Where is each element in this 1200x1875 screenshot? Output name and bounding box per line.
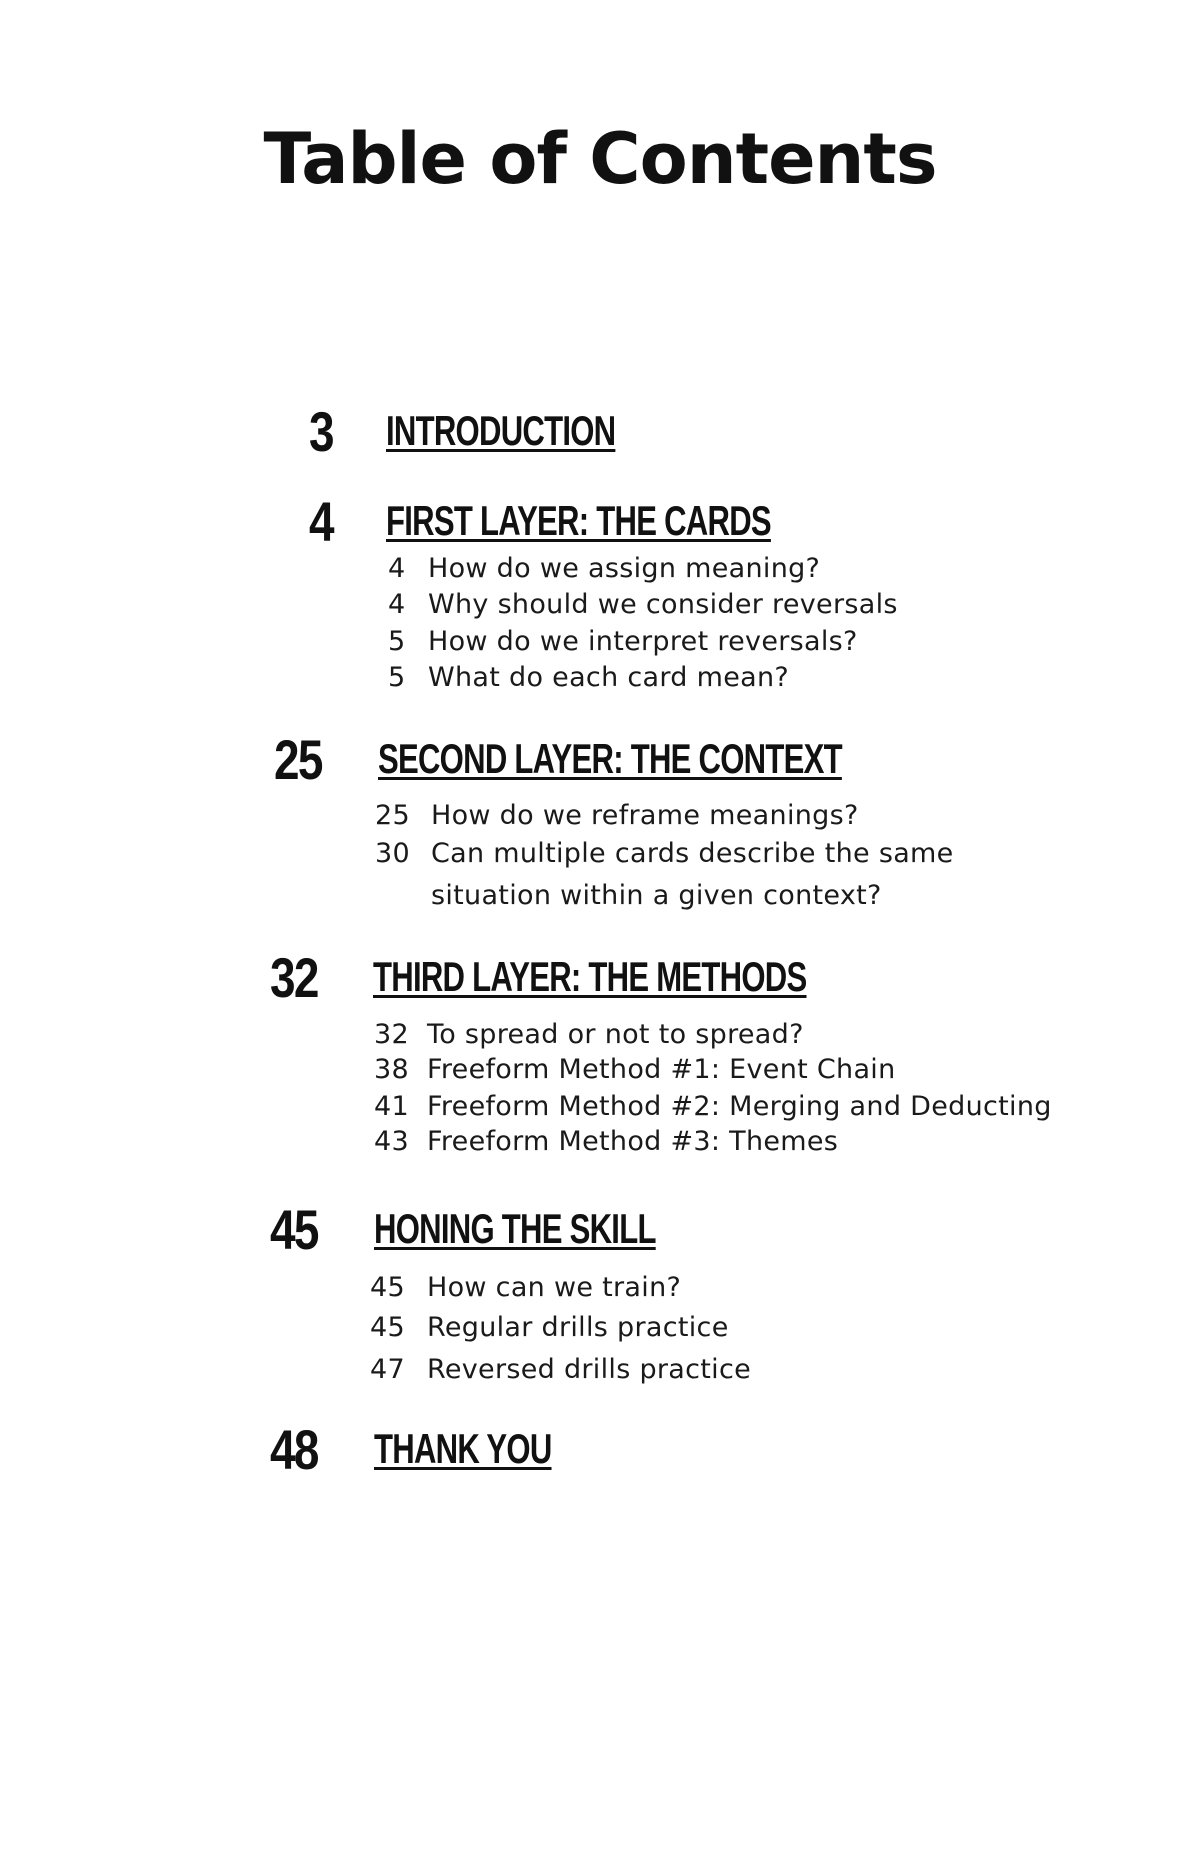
section-title-link[interactable]: THANK YOU — [374, 1425, 552, 1472]
toc-entry[interactable] — [388, 589, 898, 620]
section-title-link[interactable]: INTRODUCTION — [386, 407, 616, 454]
entry-page-number: 30 — [375, 838, 410, 869]
entry-page-number: 5 — [388, 662, 406, 693]
entry-text: Can multiple cards describe the same — [431, 838, 954, 869]
entry-text: Regular drills practice — [427, 1312, 729, 1343]
entry-page-number: 43 — [374, 1126, 409, 1157]
entry-text: How do we reframe meanings? — [431, 800, 859, 831]
entry-page-number: 45 — [370, 1312, 405, 1343]
entry-text: Reversed drills practice — [427, 1354, 752, 1385]
entry-text: How do we assign meaning? — [428, 553, 821, 584]
toc-entry[interactable] — [374, 1019, 804, 1050]
section-page-number: 3 — [309, 400, 333, 463]
entry-page-number: 4 — [388, 553, 406, 584]
entry-text: To spread or not to spread? — [427, 1019, 804, 1050]
toc-entry[interactable] — [370, 1354, 752, 1385]
toc-entry[interactable] — [388, 553, 821, 584]
section-title-link[interactable]: SECOND LAYER: THE CONTEXT — [378, 735, 842, 782]
page-title: Table of Contents — [263, 118, 937, 200]
entry-page-number: 5 — [388, 626, 406, 657]
entry-text: situation within a given context? — [431, 880, 882, 911]
entry-page-number: 32 — [374, 1019, 409, 1050]
toc-entry[interactable] — [375, 838, 954, 869]
entry-text: What do each card mean? — [428, 662, 789, 693]
entry-page-number: 38 — [374, 1054, 409, 1085]
section-title-link[interactable]: THIRD LAYER: THE METHODS — [373, 953, 807, 1000]
section-page-number: 4 — [309, 490, 333, 553]
entry-page-number: 4 — [388, 589, 406, 620]
toc-entry[interactable] — [370, 1272, 682, 1303]
entry-text: Why should we consider reversals — [428, 589, 898, 620]
toc-entry[interactable] — [374, 1126, 839, 1157]
entry-page-number: 47 — [370, 1354, 405, 1385]
entry-text: How do we interpret reversals? — [428, 626, 858, 657]
section-page-number: 48 — [270, 1418, 318, 1481]
entry-text: Freeform Method #2: Merging and Deducting — [427, 1091, 1052, 1122]
entry-page-number: 25 — [375, 800, 410, 831]
section-page-number: 25 — [274, 728, 322, 791]
entry-text: Freeform Method #1: Event Chain — [427, 1054, 896, 1085]
section-page-number: 45 — [270, 1198, 318, 1261]
section-title-link[interactable]: HONING THE SKILL — [374, 1205, 656, 1252]
section-page-number: 32 — [270, 946, 318, 1009]
toc-entry[interactable] — [374, 1054, 896, 1085]
section-title-link[interactable]: FIRST LAYER: THE CARDS — [386, 497, 771, 544]
toc-entry[interactable] — [388, 626, 858, 657]
toc-entry[interactable] — [370, 1312, 729, 1343]
entry-text: Freeform Method #3: Themes — [427, 1126, 839, 1157]
toc-entry[interactable] — [374, 1091, 1052, 1122]
toc-entry[interactable] — [388, 662, 789, 693]
entry-text: How can we train? — [427, 1272, 682, 1303]
entry-page-number: 41 — [374, 1091, 409, 1122]
toc-entry[interactable] — [375, 800, 859, 831]
entry-page-number: 45 — [370, 1272, 405, 1303]
